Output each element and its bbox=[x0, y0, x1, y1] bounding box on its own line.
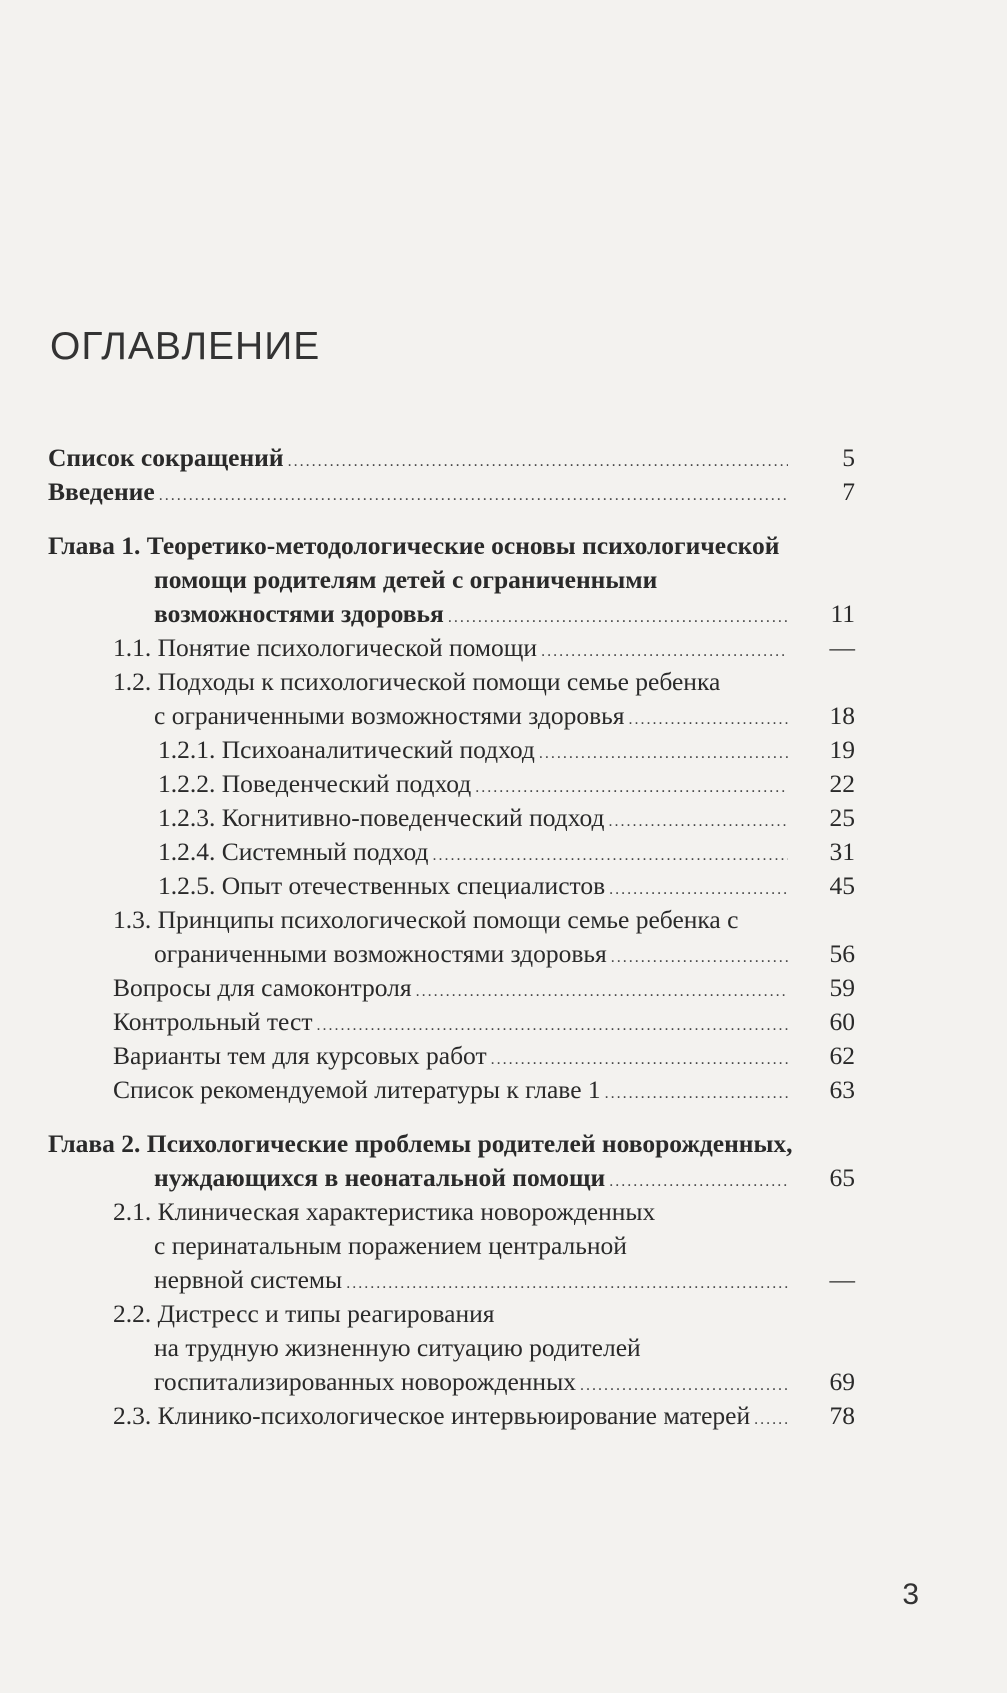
page-number: 3 bbox=[902, 1578, 919, 1611]
toc-subsection-1-2-2 bbox=[158, 766, 788, 802]
toc-entry-text: Список рекомендуемой литературы к главе 1 bbox=[113, 1075, 601, 1104]
toc-entry-text: Варианты тем для курсовых работ bbox=[113, 1041, 487, 1070]
toc-control-test bbox=[113, 1004, 788, 1040]
toc-page-number: 5 bbox=[842, 443, 855, 472]
toc-self-check-questions bbox=[113, 970, 788, 1006]
page-title: ОГЛАВЛЕНИЕ bbox=[50, 325, 321, 368]
toc-page-number: 62 bbox=[829, 1041, 855, 1070]
toc-chapter-1-line-2: помощи родителям детей с ограниченными bbox=[154, 565, 658, 594]
toc-section-1-3-line-1: 1.3. Принципы психологической помощи семье ребенка с bbox=[113, 905, 739, 934]
toc-page-number: 19 bbox=[829, 735, 855, 764]
toc-entry-text: Список сокращений bbox=[48, 443, 284, 472]
dot-leader bbox=[605, 1076, 788, 1112]
toc-entry-text: 1.1. Понятие психологической помощи bbox=[113, 633, 538, 662]
toc-page-number: 22 bbox=[829, 769, 855, 798]
toc-section-1-3-line-2 bbox=[154, 936, 788, 972]
toc-entry-introduction bbox=[48, 474, 788, 510]
toc-entry-text: нуждающихся в неонатальной помощи bbox=[154, 1163, 606, 1192]
toc-page-number: 69 bbox=[829, 1367, 855, 1396]
toc-page-number: 18 bbox=[829, 701, 855, 730]
toc-page-number: 78 bbox=[829, 1401, 855, 1430]
toc-page-number: 59 bbox=[829, 973, 855, 1002]
toc-page-number: 56 bbox=[829, 939, 855, 968]
toc-chapter-1-line-1: Глава 1. Теоретико-методологические основы психологической bbox=[48, 531, 780, 560]
toc-page-number: 31 bbox=[829, 837, 855, 866]
toc-entry-text: 1.2.3. Когнитивно-поведенческий подход bbox=[158, 803, 605, 832]
toc-section-2-3 bbox=[113, 1398, 788, 1434]
toc-entry-text: Введение bbox=[48, 477, 155, 506]
toc-entry-text: нервной системы bbox=[154, 1265, 343, 1294]
toc-section-2-1-line-1: 2.1. Клиническая характеристика новорожденных bbox=[113, 1197, 656, 1226]
toc-recommended-literature bbox=[113, 1072, 788, 1108]
toc-page-number: 60 bbox=[829, 1007, 855, 1036]
toc-chapter-2-line-2 bbox=[154, 1160, 788, 1196]
toc-section-2-2-line-1: 2.2. Дистресс и типы реагирования bbox=[113, 1299, 495, 1328]
toc-entry-text: возможностями здоровья bbox=[154, 599, 444, 628]
toc-entry-text: госпитализированных новорожденных bbox=[154, 1367, 576, 1396]
toc-entry-text: Вопросы для самоконтроля bbox=[113, 973, 412, 1002]
toc-subsection-1-2-1 bbox=[158, 732, 788, 768]
toc-subsection-1-2-5 bbox=[158, 868, 788, 904]
toc-subsection-1-2-3 bbox=[158, 800, 788, 836]
toc-entry-text: с ограниченными возможностями здоровья bbox=[154, 701, 625, 730]
toc-entry-text: ограниченными возможностями здоровья bbox=[154, 939, 607, 968]
toc-coursework-topics bbox=[113, 1038, 788, 1074]
toc-chapter-1-line-3 bbox=[154, 596, 788, 632]
toc-entry-text: 1.2.1. Психоаналитический подход bbox=[158, 735, 535, 764]
toc-page-number: 63 bbox=[829, 1075, 855, 1104]
toc-section-2-2-line-3 bbox=[154, 1364, 788, 1400]
toc-page-number: 45 bbox=[829, 871, 855, 900]
toc-section-2-2-line-2: на трудную жизненную ситуацию родителей bbox=[154, 1333, 641, 1362]
toc-page-number: 65 bbox=[829, 1163, 855, 1192]
toc-section-1-2-line-2 bbox=[154, 698, 788, 734]
toc-page-number: 7 bbox=[842, 477, 855, 506]
toc-page-number: — bbox=[829, 1265, 855, 1294]
toc-page-number: 25 bbox=[829, 803, 855, 832]
toc-page-number: 11 bbox=[830, 599, 855, 628]
toc-page-number: — bbox=[829, 633, 855, 662]
toc-entry-text: Контрольный тест bbox=[113, 1007, 313, 1036]
toc-entry-text: 2.3. Клинико-психологическое интервьюирование матерей bbox=[113, 1401, 751, 1430]
toc-entry-text: 1.2.4. Системный подход bbox=[158, 837, 429, 866]
toc-section-2-1-line-2: с перинатальным поражением центральной bbox=[154, 1231, 627, 1260]
dot-leader bbox=[159, 478, 788, 514]
toc-section-1-2-line-1: 1.2. Подходы к психологической помощи семье ребенка bbox=[113, 667, 721, 696]
toc-subsection-1-2-4 bbox=[158, 834, 788, 870]
toc-section-1-1 bbox=[113, 630, 788, 666]
toc-entry-text: 1.2.5. Опыт отечественных специалистов bbox=[158, 871, 606, 900]
toc-chapter-2-line-1: Глава 2. Психологические проблемы родителей новорожденных, bbox=[48, 1129, 793, 1158]
toc-entry-abbreviations bbox=[48, 440, 788, 476]
toc-section-2-1-line-3 bbox=[154, 1262, 788, 1298]
toc-entry-text: 1.2.2. Поведенческий подход bbox=[158, 769, 472, 798]
